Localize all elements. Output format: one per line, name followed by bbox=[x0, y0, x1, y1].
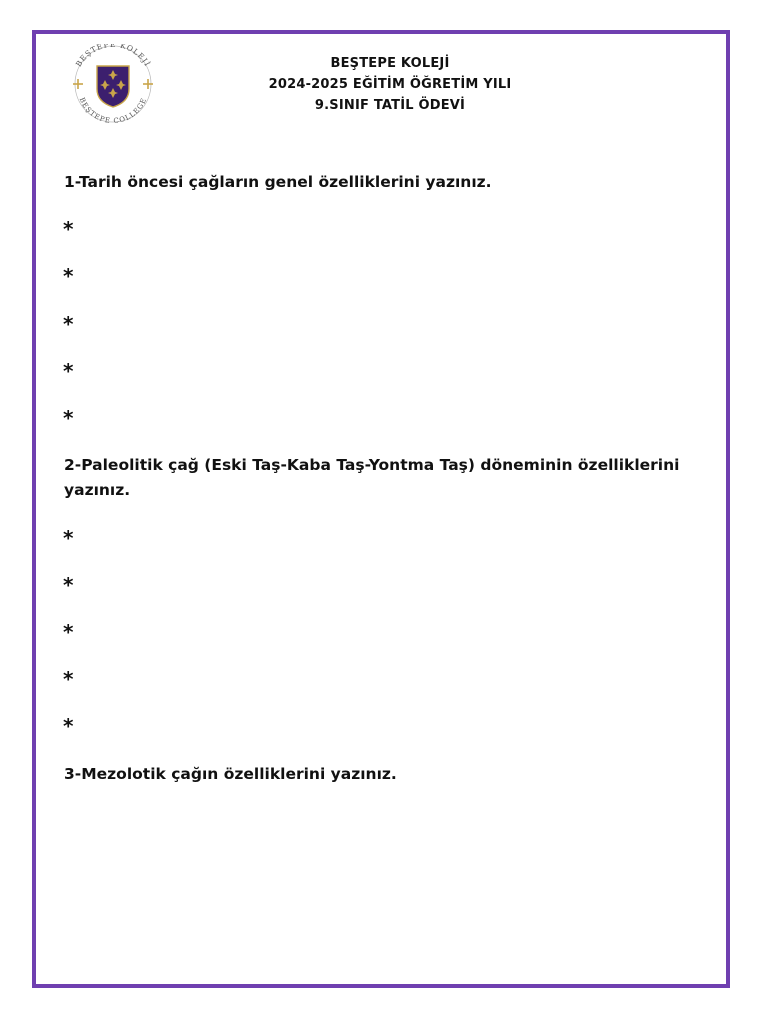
academic-year: 2024-2025 EĞİTİM ÖĞRETİM YILI bbox=[268, 77, 512, 92]
svg-text:BEŞTEPE KOLEJİ: BEŞTEPE KOLEJİ bbox=[73, 44, 153, 69]
school-name: BEŞTEPE KOLEJİ bbox=[330, 56, 450, 71]
question-2: 2-Paleolitik çağ (Eski Taş-Kaba Taş-Yontma Taş) döneminin özelliklerini yazınız. bbox=[64, 456, 680, 499]
svg-text:BEŞTEPE COLLEGE: BEŞTEPE COLLEGE bbox=[77, 96, 149, 124]
document-header bbox=[190, 53, 590, 116]
bullet-star: * bbox=[63, 264, 74, 288]
bullet-star: * bbox=[63, 217, 74, 241]
question-3: 3-Mezolotik çağın özelliklerini yazınız. bbox=[64, 765, 397, 783]
assignment-title: 9.SINIF TATİL ÖDEVİ bbox=[314, 98, 466, 113]
question-1: 1-Tarih öncesi çağların genel özelliklerini yazınız. bbox=[64, 173, 492, 191]
bullet-star: * bbox=[63, 667, 74, 691]
bullet-star: * bbox=[63, 714, 74, 738]
bullet-star: * bbox=[63, 526, 74, 550]
bullet-star: * bbox=[63, 406, 74, 430]
bullet-star: * bbox=[63, 312, 74, 336]
school-logo bbox=[66, 44, 160, 124]
bullet-star: * bbox=[63, 620, 74, 644]
school-crest-icon bbox=[66, 44, 160, 124]
bullet-star: * bbox=[63, 359, 74, 383]
bullet-star: * bbox=[63, 573, 74, 597]
